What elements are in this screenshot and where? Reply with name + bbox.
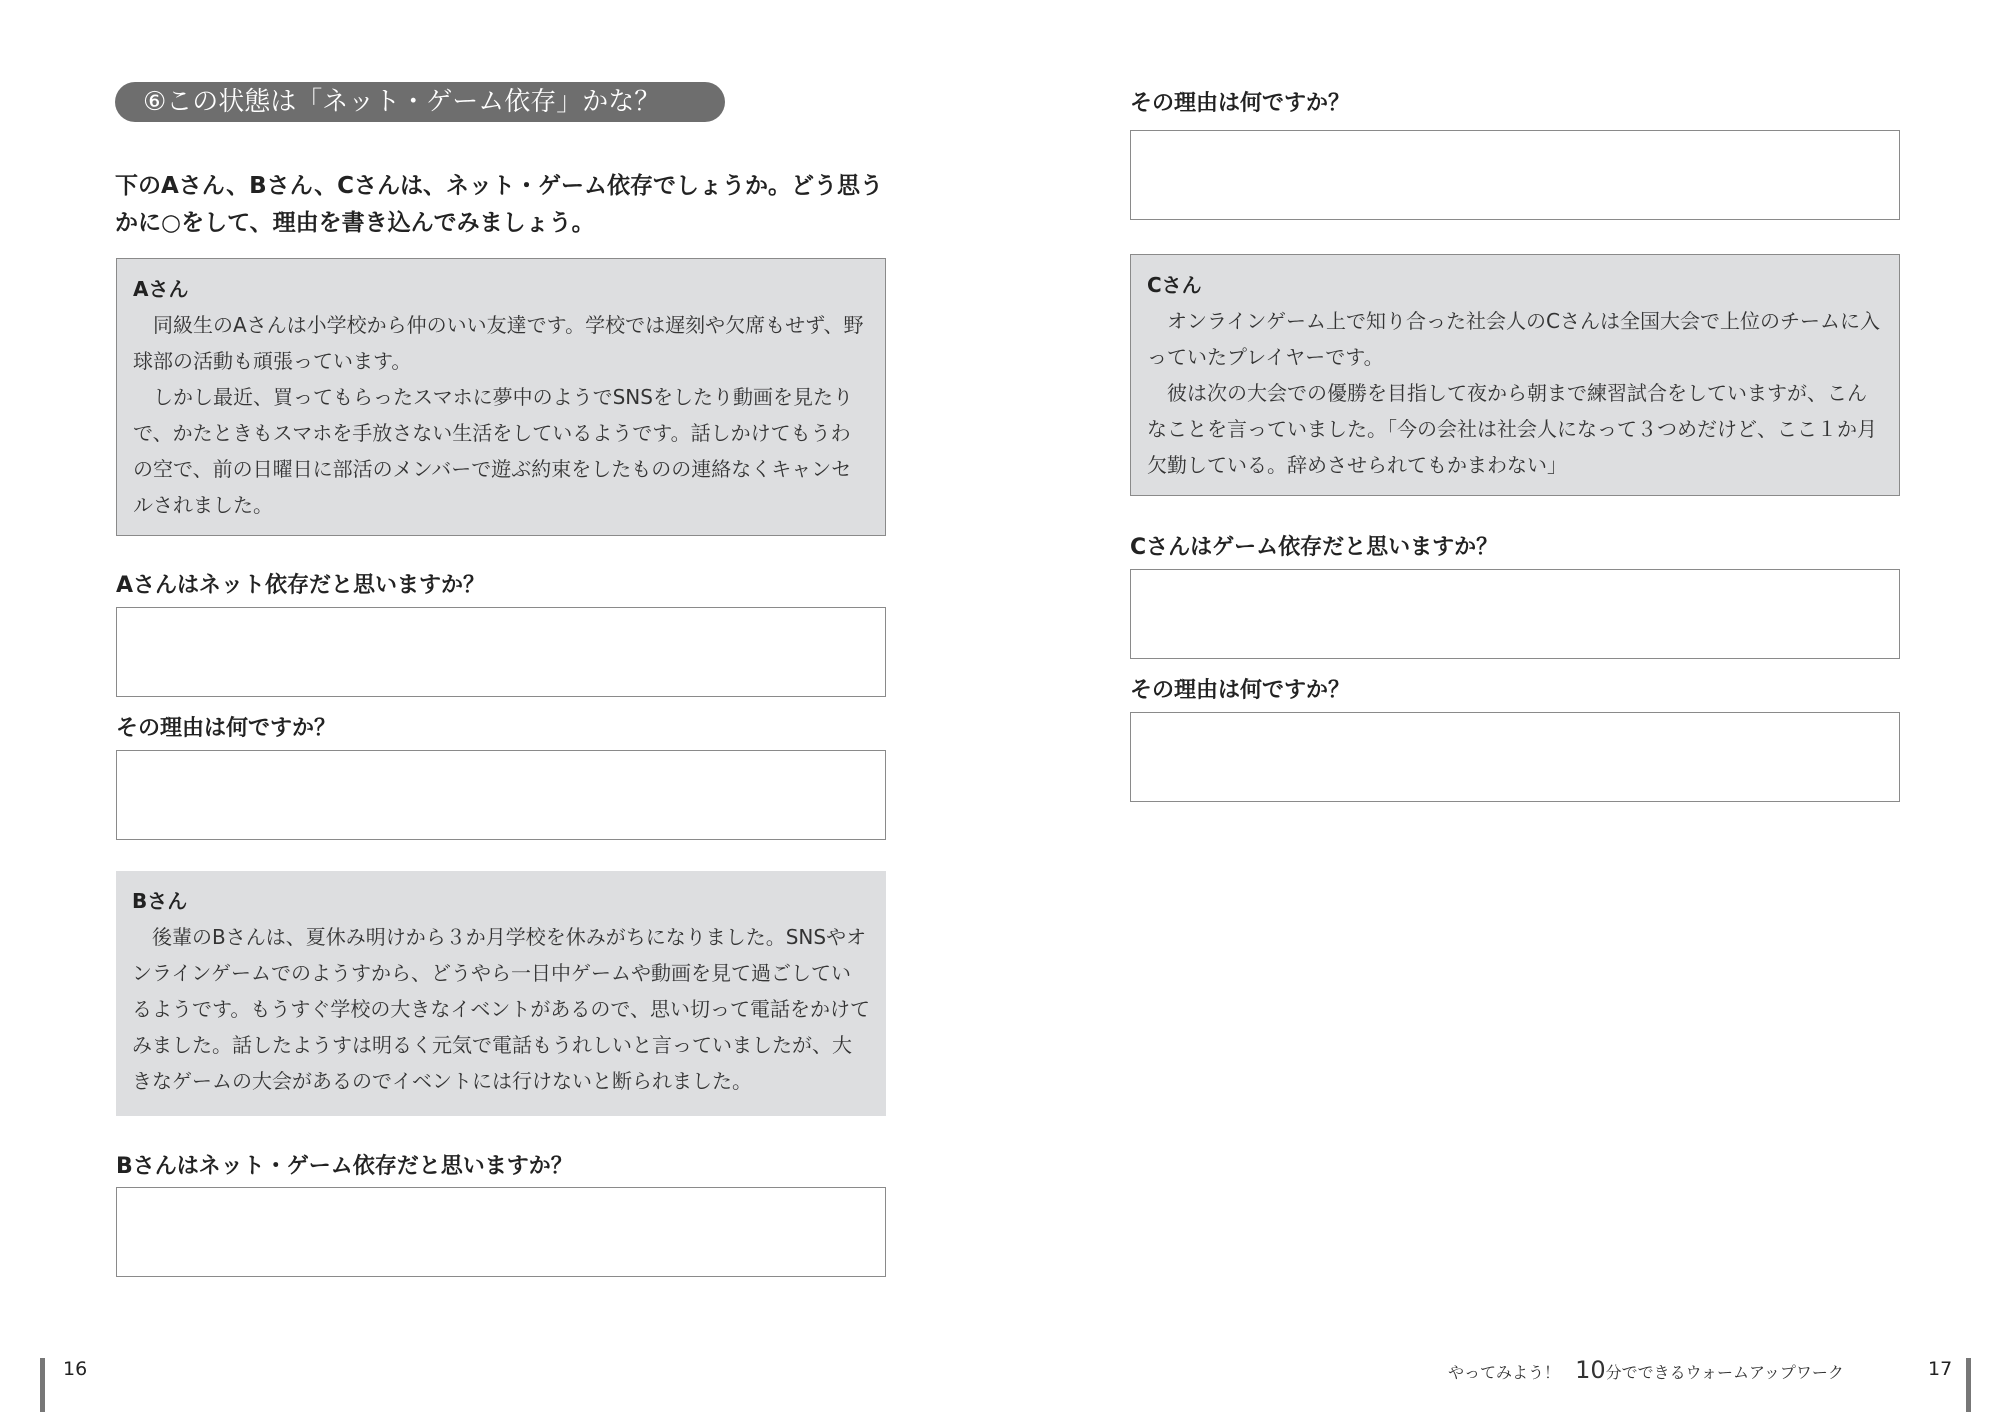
- case-c-reason-label: その理由は何ですか？: [1130, 678, 1351, 703]
- case-a-name: Aさん: [133, 277, 189, 301]
- right-page-number: 17: [1928, 1358, 1953, 1380]
- case-b-reason-label: その理由は何ですか？: [1130, 91, 1351, 116]
- case-a-reason-label: その理由は何ですか？: [116, 716, 337, 741]
- case-c-question: Cさんはゲーム依存だと思いますか？: [1130, 535, 1499, 560]
- left-page-bar: [40, 1358, 45, 1412]
- case-c-paragraph-2: 彼は次の大会での優勝を目指して夜から朝まで練習試合をしていますが、こんなことを言っていました。「今の会社は社会人になって３つめだけど、ここ１か月欠勤している。辞めさせられてもかまわない」: [1147, 381, 1877, 477]
- case-a-paragraph-1: 同級生のAさんは小学校から仲のいい友達です。学校では遅刻や欠席もせず、野球部の活動も頑張っています。: [133, 313, 864, 373]
- footer-title-number: 10: [1575, 1356, 1606, 1384]
- case-a-paragraph-2: しかし最近、買ってもらったスマホに夢中のようでSNSをしたり動画を見たりで、かたときもスマホを手放さない生活をしているようです。話しかけてもうわの空で、前の日曜日に部活のメンバーで遊ぶ約束をしたものの連絡なくキャンセルされました。: [133, 385, 853, 517]
- left-page-number: 16: [63, 1358, 88, 1380]
- case-a-box: [116, 258, 886, 536]
- case-c-box: [1130, 254, 1900, 496]
- case-b-answer-box[interactable]: [116, 1187, 886, 1277]
- intro-text: 下のAさん、Bさん、Cさんは、ネット・ゲーム依存でしょうか。どう思うかに○をして、理由を書き込んでみましょう。: [115, 173, 883, 236]
- case-b-box: [116, 871, 886, 1116]
- section-title: ⑥この状態は「ネット・ゲーム依存」かな？: [115, 82, 725, 122]
- case-a-answer-box[interactable]: [116, 607, 886, 697]
- case-a-question: Aさんはネット依存だと思いますか？: [116, 573, 486, 598]
- case-b-paragraph-1: 後輩のBさんは、夏休み明けから３か月学校を休みがちになりました。SNSやオンラインゲームでのようすから、どうやら一日中ゲームや動画を見て過ごしているようです。もうすぐ学校の大きなイベントがあるので、思い切って電話をかけてみました。話したようすは明るく元気で電話もうれしいと言っていましたが、大きなゲームの大会があるのでイベントには行けないと断られました。: [132, 925, 870, 1093]
- right-page-bar: [1966, 1358, 1971, 1412]
- footer-title-prefix: やってみよう！: [1448, 1363, 1561, 1382]
- case-b-question: Bさんはネット・ゲーム依存だと思いますか？: [116, 1154, 573, 1179]
- footer-book-title: [1448, 1356, 1844, 1384]
- case-b-reason-box[interactable]: [1130, 130, 1900, 220]
- case-c-paragraph-1: オンラインゲーム上で知り合った社会人のCさんは全国大会で上位のチームに入っていたプレイヤーです。: [1147, 309, 1880, 369]
- case-c-answer-box[interactable]: [1130, 569, 1900, 659]
- case-b-name: Bさん: [132, 889, 188, 913]
- case-c-reason-box[interactable]: [1130, 712, 1900, 802]
- footer-title-suffix: 分でできるウォームアップワーク: [1605, 1363, 1844, 1382]
- case-a-reason-box[interactable]: [116, 750, 886, 840]
- case-c-name: Cさん: [1147, 273, 1202, 297]
